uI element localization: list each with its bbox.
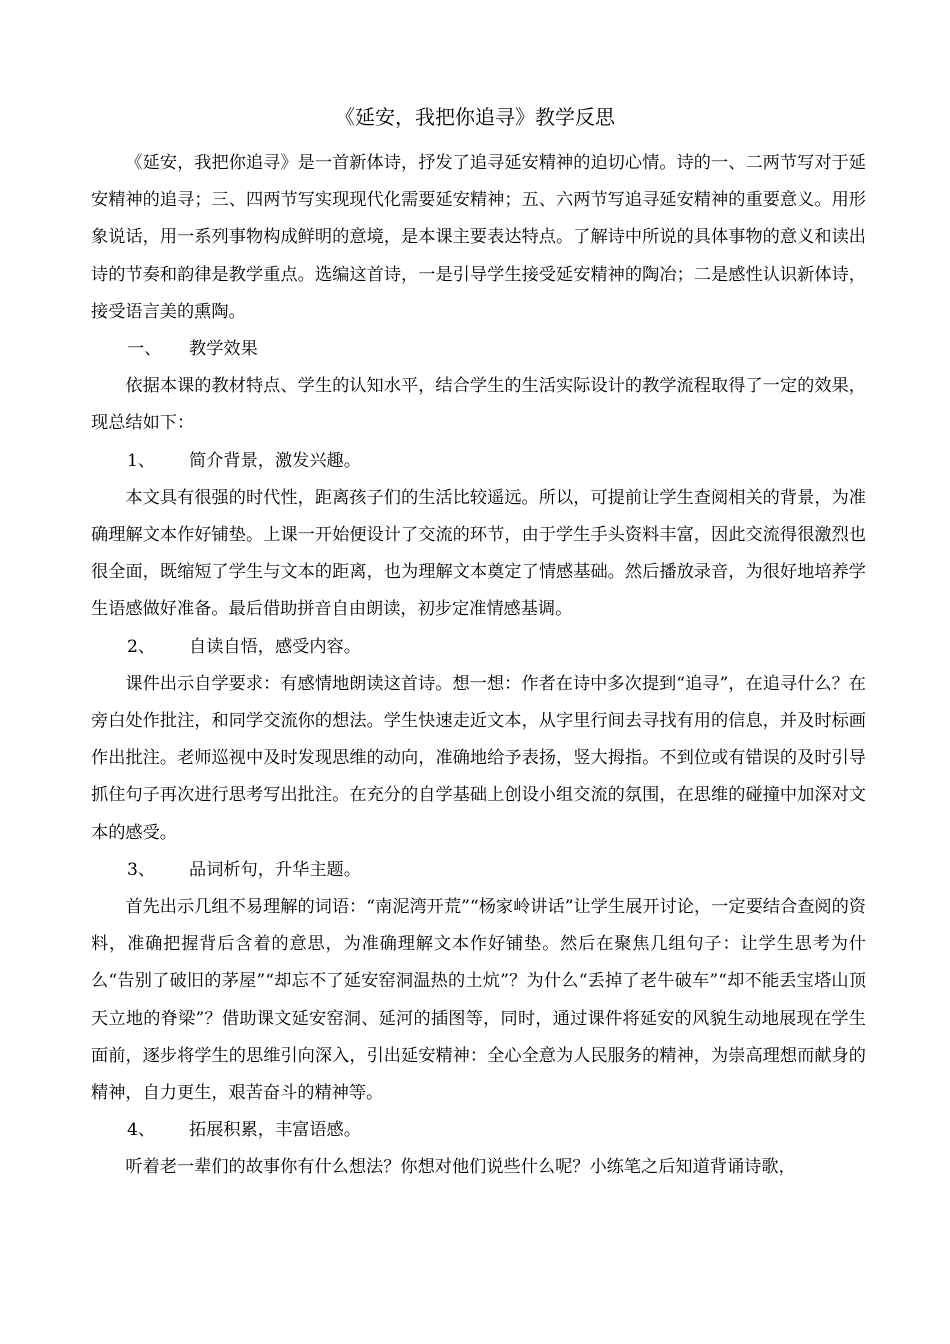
intro-paragraph: 《延安，我把你追寻》是一首新体诗，抒发了追寻延安精神的迫切心情。诗的一、二两节写对于延安精神的追寻；三、四两节写实现现代化需要延安精神；五、六两节写追寻延安精神的重要意义。用形象说话，用一系列事物构成鲜明的意境，是本课主要表达特点。了解诗中所说的具体事物的意义和读出诗的节奏和韵律是教学重点。选编这首诗，一是引导学生接受延安精神的陶冶；二是感性认识新体诗，接受语言美的熏陶。 [91,153,866,322]
item-heading-4 [91,1112,866,1149]
item-number: 4、 [127,1120,156,1141]
section-title: 教学效果 [189,339,258,360]
item-paragraph-2: 课件出示自学要求：有感情地朗读这首诗。想一想：作者在诗中多次提到“追寻”，在追寻什么？在旁白处作批注，和同学交流你的想法。学生快速走近文本，从字里行间去寻找有用的信息，并及时标画作出批注。老师巡视中及时发现思维的动向，准确地给予表扬，竖大拇指。不到位或有错误的及时引导抓住句子再次进行思考写出批注。在充分的自学基础上创设小组交流的氛围，在思维的碰撞中加深对文本的感受。 [91,673,866,843]
item-heading-1 [91,443,866,480]
item-title: 品词析句，升华主题。 [189,859,361,880]
item-title: 自读自悟，感受内容。 [189,636,361,657]
item-number: 1、 [127,450,156,471]
item-paragraph-3: 首先出示几组不易理解的词语：“南泥湾开荒”“杨家岭讲话”让学生展开讨论，一定要结合查阅的资料，准确把握背后含着的意思，为准确理解文本作好铺垫。然后在聚焦几组句子：让学生思考为什么“告别了破旧的茅屋”“却忘不了延安窑洞温热的土炕”？为什么“丢掉了老牛破车”“却不能丢宝塔山顶天立地的脊梁”？借助课文延安窑洞、延河的插图等，同时，通过课件将延安的风貌生动地展现在学生面前，逐步将学生的思维引向深入，引出延安精神：全心全意为人民服务的精神，为崇高理想而献身的精神，自力更生，艰苦奋斗的精神等。 [91,897,866,1104]
document-title: 《延安，我把你追寻》教学反思 [335,105,615,129]
item-paragraph-4: 听着老一辈们的故事你有什么想法？你想对他们说些什么呢？小练笔之后知道背诵诗歌， [125,1157,796,1178]
item-number: 2、 [127,636,156,657]
section-intro-paragraph: 依据本课的教材特点、学生的认知水平，结合学生的生活实际设计的教学流程取得了一定的效果，现总结如下： [91,376,866,434]
document-body [91,145,866,1187]
item-title: 拓展积累，丰富语感。 [189,1120,361,1141]
item-heading-3 [91,852,866,889]
item-heading-2 [91,629,866,666]
item-paragraph-1: 本文具有很强的时代性，距离孩子们的生活比较遥远。所以，可提前让学生查阅相关的背景，为准确理解文本作好铺垫。上课一开始便设计了交流的环节，由于学生手头资料丰富，因此交流得很激烈也很全面，既缩短了学生与文本的距离，也为理解文本奠定了情感基础。然后播放录音，为很好地培养学生语感做好准备。最后借助拼音自由朗读，初步定准情感基调。 [91,487,866,620]
section-number: 一、 [127,339,162,360]
section-heading [91,331,866,368]
item-number: 3、 [127,859,156,880]
item-title: 简介背景，激发兴趣。 [189,450,361,471]
